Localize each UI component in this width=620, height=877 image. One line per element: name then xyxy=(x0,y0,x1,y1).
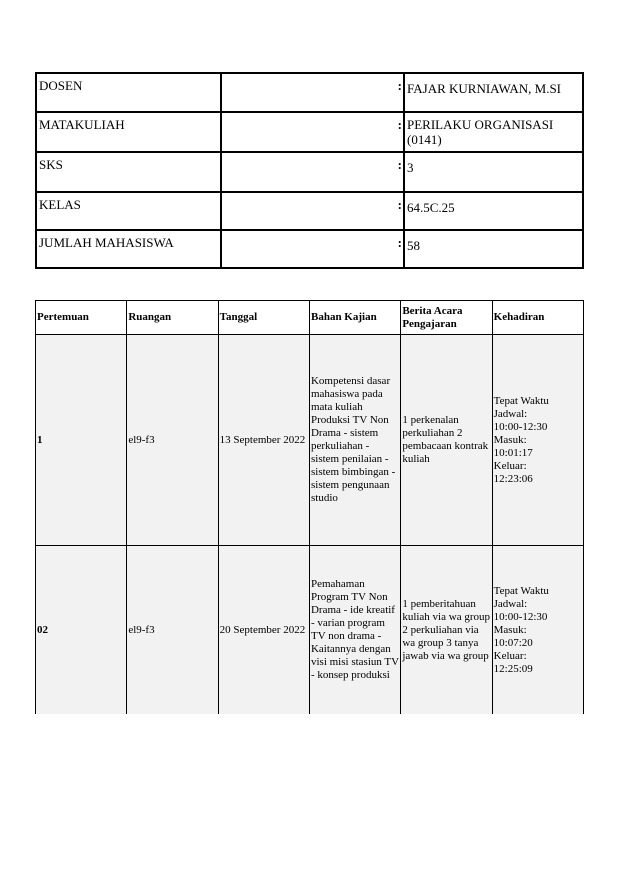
cell-kehadiran xyxy=(492,335,583,546)
cell-pertemuan: 02 xyxy=(36,546,127,715)
info-label: DOSEN xyxy=(36,73,221,112)
header-bahan-kajian: Bahan Kajian xyxy=(309,301,400,335)
header-tanggal: Tanggal xyxy=(218,301,309,335)
info-label: SKS xyxy=(36,152,221,192)
check-out-value: 12:23:06 xyxy=(493,472,533,485)
info-row-sks xyxy=(36,152,583,192)
info-row-matakuliah xyxy=(36,112,583,152)
info-colon: : xyxy=(397,117,402,132)
meeting-log-table xyxy=(35,300,584,714)
schedule-label: Jadwal: xyxy=(493,407,528,420)
cell-bahan-kajian: Pemahaman Program TV Non Drama - ide kreatif - varian program TV non drama - Kaitannya dengan visi misi stasiun TV - konsep produksi xyxy=(309,546,400,715)
info-colon: : xyxy=(397,157,402,172)
header-kehadiran: Kehadiran xyxy=(492,301,583,335)
cell-pertemuan: 1 xyxy=(36,335,127,546)
info-value: PERILAKU ORGANISASI (0141) xyxy=(404,112,583,152)
check-in-value: 10:01:17 xyxy=(493,446,533,459)
check-out-label: Keluar: xyxy=(493,649,527,662)
info-colon: : xyxy=(397,78,402,93)
header-ruangan: Ruangan xyxy=(127,301,218,335)
info-label: KELAS xyxy=(36,192,221,230)
cell-ruangan: el9-f3 xyxy=(127,546,218,715)
cell-ruangan: el9-f3 xyxy=(127,335,218,546)
header-pertemuan: Pertemuan xyxy=(36,301,127,335)
cell-bahan-kajian: Kompetensi dasar mahasiswa pada mata kuliah Produksi TV Non Drama - sistem perkuliahan - sistem penilaian - sistem bimbingan - sistem pengunaan studio xyxy=(309,335,400,546)
info-colon: : xyxy=(397,235,402,250)
check-in-value: 10:07:20 xyxy=(493,636,533,649)
check-in-label: Masuk: xyxy=(493,433,527,446)
check-in-label: Masuk: xyxy=(493,623,527,636)
cell-kehadiran xyxy=(492,546,583,715)
info-value: 3 xyxy=(404,152,583,192)
info-value: 58 xyxy=(404,230,583,268)
attendance-status: Tepat Waktu xyxy=(493,394,549,407)
info-label: JUMLAH MAHASISWA xyxy=(36,230,221,268)
info-label: MATAKULIAH xyxy=(36,112,221,152)
schedule-value: 10:00-12:30 xyxy=(493,420,548,433)
cell-tanggal: 20 September 2022 xyxy=(218,546,309,715)
check-out-label: Keluar: xyxy=(493,459,527,472)
course-info-table xyxy=(35,72,584,269)
info-row-kelas xyxy=(36,192,583,230)
info-value: FAJAR KURNIAWAN, M.SI xyxy=(404,73,583,112)
header-berita-acara: Berita Acara Pengajaran xyxy=(401,301,492,335)
check-out-value: 12:25:09 xyxy=(493,662,533,675)
schedule-label: Jadwal: xyxy=(493,597,528,610)
table-header-row xyxy=(36,301,584,335)
cell-berita-acara: 1 perkenalan perkuliahan 2 pembacaan kontrak kuliah xyxy=(401,335,492,546)
attendance-status: Tepat Waktu xyxy=(493,584,549,597)
table-row xyxy=(36,546,584,715)
cell-tanggal: 13 September 2022 xyxy=(218,335,309,546)
schedule-value: 10:00-12:30 xyxy=(493,610,548,623)
info-value: 64.5C.25 xyxy=(404,192,583,230)
info-row-dosen xyxy=(36,73,583,112)
table-row xyxy=(36,335,584,546)
cell-berita-acara: 1 pemberitahuan kuliah via wa group 2 perkuliahan via wa group 3 tanya jawab via wa group xyxy=(401,546,492,715)
info-row-jumlah-mahasiswa xyxy=(36,230,583,268)
info-colon: : xyxy=(397,197,402,212)
